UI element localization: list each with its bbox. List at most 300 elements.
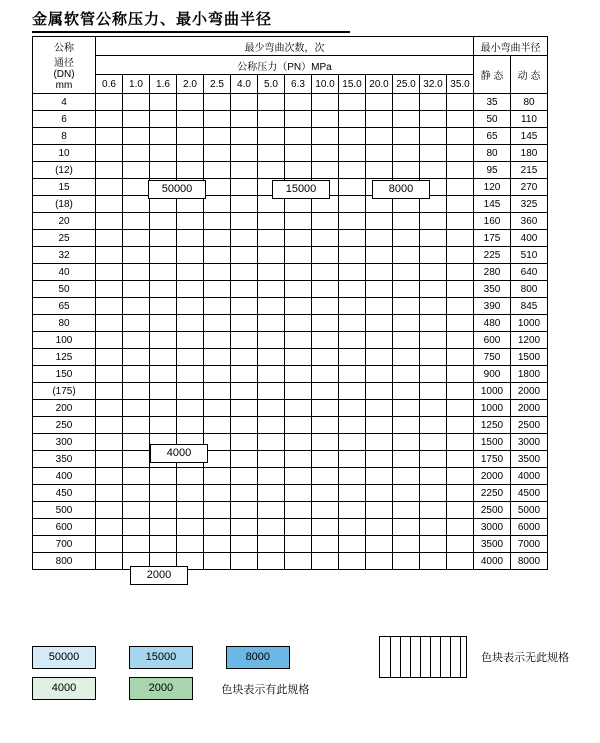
radius-dynamic-cell: 3000 [511, 434, 548, 451]
spec-cell-r23-c6 [258, 485, 285, 502]
spec-cell-r9-c8 [312, 247, 339, 264]
spec-cell-r18-c10 [366, 400, 393, 417]
spec-cell-r1-c10 [366, 111, 393, 128]
spec-cell-r13-c1 [123, 315, 150, 332]
radius-dynamic-cell: 2000 [511, 400, 548, 417]
spec-cell-r2-c8 [312, 128, 339, 145]
spec-cell-r21-c7 [285, 451, 312, 468]
spec-cell-r8-c7 [285, 230, 312, 247]
dn-header-line-4: mm [55, 80, 73, 91]
spec-cell-r25-c4 [204, 519, 231, 536]
spec-cell-r1-c2 [150, 111, 177, 128]
spec-cell-r27-c8 [312, 553, 339, 570]
table-row [33, 349, 548, 366]
spec-cell-r7-c3 [177, 213, 204, 230]
spec-cell-r25-c8 [312, 519, 339, 536]
radius-static-cell: 65 [474, 128, 511, 145]
spec-cell-r14-c4 [204, 332, 231, 349]
spec-cell-r23-c8 [312, 485, 339, 502]
spec-cell-r24-c5 [231, 502, 258, 519]
spec-cell-r10-c8 [312, 264, 339, 281]
table-row [33, 400, 548, 417]
spec-cell-r3-c6 [258, 145, 285, 162]
spec-cell-r24-c4 [204, 502, 231, 519]
spec-cell-r15-c1 [123, 349, 150, 366]
spec-cell-r13-c11 [393, 315, 420, 332]
spec-cell-r11-c4 [204, 281, 231, 298]
spec-cell-r15-c9 [339, 349, 366, 366]
spec-cell-r9-c6 [258, 247, 285, 264]
spec-cell-r11-c7 [285, 281, 312, 298]
dn-header-cell [33, 37, 96, 94]
table-header [33, 37, 548, 94]
spec-cell-r15-c0 [96, 349, 123, 366]
spec-cell-r23-c13 [447, 485, 474, 502]
spec-cell-r2-c10 [366, 128, 393, 145]
spec-cell-r24-c13 [447, 502, 474, 519]
dn-cell: 80 [33, 315, 96, 332]
spec-cell-r5-c0 [96, 179, 123, 196]
pn-value-header-1: 1.0 [123, 75, 150, 94]
spec-cell-r26-c5 [231, 536, 258, 553]
spec-cell-r10-c3 [177, 264, 204, 281]
pn-value-header-4: 2.5 [204, 75, 231, 94]
spec-cell-r10-c4 [204, 264, 231, 281]
spec-cell-r0-c12 [420, 94, 447, 111]
spec-cell-r26-c1 [123, 536, 150, 553]
dn-header-line-3: (DN) [53, 69, 75, 80]
spec-cell-r9-c1 [123, 247, 150, 264]
dn-cell: 4 [33, 94, 96, 111]
table-row [33, 94, 548, 111]
radius-static-cell: 280 [474, 264, 511, 281]
spec-cell-r16-c13 [447, 366, 474, 383]
table-row [33, 553, 548, 570]
spec-cell-r16-c5 [231, 366, 258, 383]
spec-cell-r12-c1 [123, 298, 150, 315]
spec-cell-r17-c6 [258, 383, 285, 400]
spec-cell-r2-c9 [339, 128, 366, 145]
spec-cell-r5-c9 [339, 179, 366, 196]
spec-cell-r9-c3 [177, 247, 204, 264]
dn-cell: 150 [33, 366, 96, 383]
spec-cell-r21-c9 [339, 451, 366, 468]
spec-cell-r16-c7 [285, 366, 312, 383]
spec-cell-r11-c6 [258, 281, 285, 298]
spec-cell-r23-c4 [204, 485, 231, 502]
spec-cell-r7-c11 [393, 213, 420, 230]
spec-cell-r19-c4 [204, 417, 231, 434]
dn-cell: 32 [33, 247, 96, 264]
spec-cell-r11-c10 [366, 281, 393, 298]
table-row [33, 111, 548, 128]
spec-cell-r0-c11 [393, 94, 420, 111]
dn-cell: 350 [33, 451, 96, 468]
spec-cell-r11-c9 [339, 281, 366, 298]
spec-cell-r14-c1 [123, 332, 150, 349]
radius-dynamic-cell: 800 [511, 281, 548, 298]
spec-cell-r17-c3 [177, 383, 204, 400]
spec-cell-r19-c5 [231, 417, 258, 434]
spec-cell-r18-c4 [204, 400, 231, 417]
radius-static-cell: 3000 [474, 519, 511, 536]
spec-cell-r3-c7 [285, 145, 312, 162]
spec-cell-r4-c5 [231, 162, 258, 179]
spec-cell-r22-c0 [96, 468, 123, 485]
spec-cell-r25-c1 [123, 519, 150, 536]
bend-radius-header: 最小弯曲半径 [474, 37, 548, 56]
spec-cell-r16-c12 [420, 366, 447, 383]
pn-value-header-12: 32.0 [420, 75, 447, 94]
spec-cell-r1-c1 [123, 111, 150, 128]
spec-cell-r20-c11 [393, 434, 420, 451]
spec-cell-r4-c9 [339, 162, 366, 179]
spec-cell-r8-c13 [447, 230, 474, 247]
spec-cell-r23-c11 [393, 485, 420, 502]
callout-4000: 4000 [150, 444, 208, 463]
spec-cell-r22-c11 [393, 468, 420, 485]
spec-cell-r9-c2 [150, 247, 177, 264]
table-row [33, 536, 548, 553]
spec-cell-r11-c5 [231, 281, 258, 298]
spec-cell-r25-c11 [393, 519, 420, 536]
table-row [33, 519, 548, 536]
spec-cell-r7-c5 [231, 213, 258, 230]
spec-cell-r2-c2 [150, 128, 177, 145]
spec-cell-r25-c6 [258, 519, 285, 536]
legend-swatch-15000: 15000 [129, 646, 193, 669]
pn-value-header-10: 20.0 [366, 75, 393, 94]
spec-cell-r14-c0 [96, 332, 123, 349]
spec-cell-r8-c8 [312, 230, 339, 247]
spec-cell-r3-c4 [204, 145, 231, 162]
spec-cell-r7-c13 [447, 213, 474, 230]
spec-cell-r5-c4 [204, 179, 231, 196]
spec-cell-r12-c2 [150, 298, 177, 315]
table-row [33, 417, 548, 434]
spec-cell-r25-c5 [231, 519, 258, 536]
radius-static-cell: 1000 [474, 383, 511, 400]
spec-cell-r13-c0 [96, 315, 123, 332]
spec-cell-r9-c9 [339, 247, 366, 264]
spec-cell-r9-c4 [204, 247, 231, 264]
spec-cell-r22-c5 [231, 468, 258, 485]
spec-cell-r16-c8 [312, 366, 339, 383]
table-row [33, 315, 548, 332]
spec-cell-r3-c10 [366, 145, 393, 162]
radius-static-cell: 3500 [474, 536, 511, 553]
radius-static-cell: 390 [474, 298, 511, 315]
spec-cell-r24-c7 [285, 502, 312, 519]
pn-value-header-13: 35.0 [447, 75, 474, 94]
spec-cell-r12-c5 [231, 298, 258, 315]
radius-dynamic-cell: 145 [511, 128, 548, 145]
dn-cell: 125 [33, 349, 96, 366]
spec-cell-r20-c10 [366, 434, 393, 451]
spec-cell-r12-c7 [285, 298, 312, 315]
spec-cell-r10-c10 [366, 264, 393, 281]
spec-cell-r1-c3 [177, 111, 204, 128]
spec-cell-r0-c9 [339, 94, 366, 111]
spec-cell-r25-c12 [420, 519, 447, 536]
spec-cell-r18-c9 [339, 400, 366, 417]
pn-value-header-2: 1.6 [150, 75, 177, 94]
spec-cell-r5-c1 [123, 179, 150, 196]
radius-static-header: 静 态 [474, 56, 511, 94]
spec-cell-r13-c10 [366, 315, 393, 332]
spec-cell-r9-c13 [447, 247, 474, 264]
spec-cell-r7-c2 [150, 213, 177, 230]
spec-cell-r1-c11 [393, 111, 420, 128]
spec-cell-r16-c2 [150, 366, 177, 383]
radius-static-cell: 175 [474, 230, 511, 247]
spec-cell-r10-c11 [393, 264, 420, 281]
spec-cell-r25-c2 [150, 519, 177, 536]
dn-cell: 700 [33, 536, 96, 553]
spec-cell-r1-c12 [420, 111, 447, 128]
radius-static-cell: 120 [474, 179, 511, 196]
dn-cell: 300 [33, 434, 96, 451]
spec-cell-r24-c9 [339, 502, 366, 519]
spec-cell-r15-c12 [420, 349, 447, 366]
spec-cell-r16-c11 [393, 366, 420, 383]
spec-cell-r23-c5 [231, 485, 258, 502]
spec-cell-r14-c2 [150, 332, 177, 349]
spec-cell-r19-c13 [447, 417, 474, 434]
spec-cell-r12-c3 [177, 298, 204, 315]
spec-cell-r16-c6 [258, 366, 285, 383]
spec-cell-r19-c8 [312, 417, 339, 434]
radius-static-cell: 225 [474, 247, 511, 264]
spec-cell-r14-c6 [258, 332, 285, 349]
spec-cell-r22-c3 [177, 468, 204, 485]
legend-swatch-8000: 8000 [226, 646, 290, 669]
dn-cell: 600 [33, 519, 96, 536]
spec-cell-r0-c0 [96, 94, 123, 111]
spec-cell-r15-c5 [231, 349, 258, 366]
spec-cell-r21-c11 [393, 451, 420, 468]
spec-cell-r13-c2 [150, 315, 177, 332]
spec-cell-r24-c6 [258, 502, 285, 519]
dn-cell: 40 [33, 264, 96, 281]
pn-value-header-9: 15.0 [339, 75, 366, 94]
spec-cell-r14-c10 [366, 332, 393, 349]
dn-cell: 800 [33, 553, 96, 570]
spec-cell-r3-c11 [393, 145, 420, 162]
spec-cell-r22-c6 [258, 468, 285, 485]
spec-cell-r3-c1 [123, 145, 150, 162]
table-row [33, 145, 548, 162]
spec-cell-r17-c4 [204, 383, 231, 400]
spec-cell-r27-c9 [339, 553, 366, 570]
table-row [33, 502, 548, 519]
spec-cell-r13-c3 [177, 315, 204, 332]
spec-cell-r1-c7 [285, 111, 312, 128]
spec-cell-r13-c9 [339, 315, 366, 332]
radius-dynamic-cell: 360 [511, 213, 548, 230]
radius-static-cell: 95 [474, 162, 511, 179]
spec-cell-r12-c10 [366, 298, 393, 315]
radius-static-cell: 350 [474, 281, 511, 298]
spec-cell-r7-c6 [258, 213, 285, 230]
spec-cell-r25-c10 [366, 519, 393, 536]
spec-cell-r7-c12 [420, 213, 447, 230]
spec-cell-r13-c12 [420, 315, 447, 332]
spec-cell-r3-c12 [420, 145, 447, 162]
spec-cell-r12-c12 [420, 298, 447, 315]
pn-value-header-0: 0.6 [96, 75, 123, 94]
spec-cell-r25-c3 [177, 519, 204, 536]
legend-swatch-50000: 50000 [32, 646, 96, 669]
spec-cell-r0-c3 [177, 94, 204, 111]
spec-cell-r11-c1 [123, 281, 150, 298]
radius-dynamic-cell: 5000 [511, 502, 548, 519]
spec-cell-r11-c8 [312, 281, 339, 298]
spec-cell-r8-c12 [420, 230, 447, 247]
radius-dynamic-header: 动 态 [511, 56, 548, 94]
spec-cell-r20-c5 [231, 434, 258, 451]
callout-15000: 15000 [272, 180, 330, 199]
spec-cell-r16-c9 [339, 366, 366, 383]
spec-cell-r18-c12 [420, 400, 447, 417]
dn-cell: 400 [33, 468, 96, 485]
spec-cell-r16-c1 [123, 366, 150, 383]
table-row [33, 332, 548, 349]
spec-cell-r19-c9 [339, 417, 366, 434]
spec-cell-r15-c8 [312, 349, 339, 366]
spec-cell-r23-c7 [285, 485, 312, 502]
spec-cell-r8-c11 [393, 230, 420, 247]
radius-dynamic-cell: 7000 [511, 536, 548, 553]
hatch-swatch [379, 636, 467, 678]
spec-cell-r18-c11 [393, 400, 420, 417]
spec-cell-r8-c4 [204, 230, 231, 247]
radius-dynamic-cell: 1000 [511, 315, 548, 332]
radius-dynamic-cell: 510 [511, 247, 548, 264]
spec-cell-r8-c10 [366, 230, 393, 247]
spec-cell-r9-c10 [366, 247, 393, 264]
spec-cell-r15-c10 [366, 349, 393, 366]
spec-cell-r15-c2 [150, 349, 177, 366]
spec-cell-r17-c7 [285, 383, 312, 400]
spec-cell-r26-c13 [447, 536, 474, 553]
spec-cell-r10-c1 [123, 264, 150, 281]
spec-cell-r24-c0 [96, 502, 123, 519]
spec-cell-r8-c2 [150, 230, 177, 247]
spec-cell-r18-c3 [177, 400, 204, 417]
spec-cell-r27-c11 [393, 553, 420, 570]
dn-cell: 25 [33, 230, 96, 247]
spec-cell-r10-c9 [339, 264, 366, 281]
table-row [33, 434, 548, 451]
spec-cell-r3-c8 [312, 145, 339, 162]
table-row [33, 468, 548, 485]
spec-cell-r6-c13 [447, 196, 474, 213]
radius-dynamic-cell: 6000 [511, 519, 548, 536]
spec-cell-r26-c10 [366, 536, 393, 553]
dn-cell: (18) [33, 196, 96, 213]
spec-cell-r15-c4 [204, 349, 231, 366]
spec-cell-r23-c0 [96, 485, 123, 502]
spec-cell-r27-c5 [231, 553, 258, 570]
dn-header-line-2: 通径 [54, 58, 74, 69]
spec-cell-r27-c6 [258, 553, 285, 570]
spec-cell-r13-c8 [312, 315, 339, 332]
header-row-1 [33, 37, 548, 56]
radius-dynamic-cell: 3500 [511, 451, 548, 468]
spec-cell-r24-c8 [312, 502, 339, 519]
spec-cell-r14-c8 [312, 332, 339, 349]
table-row [33, 281, 548, 298]
spec-cell-r18-c5 [231, 400, 258, 417]
radius-dynamic-cell: 2500 [511, 417, 548, 434]
spec-cell-r18-c6 [258, 400, 285, 417]
spec-cell-r2-c6 [258, 128, 285, 145]
spec-cell-r16-c3 [177, 366, 204, 383]
spec-cell-r26-c6 [258, 536, 285, 553]
dn-cell: 15 [33, 179, 96, 196]
pn-value-header-8: 10.0 [312, 75, 339, 94]
dn-cell: 65 [33, 298, 96, 315]
spec-cell-r23-c2 [150, 485, 177, 502]
spec-cell-r2-c13 [447, 128, 474, 145]
spec-cell-r0-c13 [447, 94, 474, 111]
spec-cell-r19-c2 [150, 417, 177, 434]
spec-cell-r4-c0 [96, 162, 123, 179]
spec-cell-r14-c12 [420, 332, 447, 349]
pn-header: 公称压力（PN）MPa [96, 56, 474, 75]
radius-dynamic-cell: 325 [511, 196, 548, 213]
dn-cell: 8 [33, 128, 96, 145]
radius-static-cell: 4000 [474, 553, 511, 570]
spec-cell-r14-c11 [393, 332, 420, 349]
spec-cell-r11-c12 [420, 281, 447, 298]
spec-cell-r23-c12 [420, 485, 447, 502]
header-row-2 [33, 56, 548, 75]
pn-value-header-3: 2.0 [177, 75, 204, 94]
spec-cell-r2-c4 [204, 128, 231, 145]
spec-cell-r19-c6 [258, 417, 285, 434]
spec-cell-r7-c8 [312, 213, 339, 230]
spec-cell-r26-c3 [177, 536, 204, 553]
spec-cell-r1-c9 [339, 111, 366, 128]
spec-cell-r13-c6 [258, 315, 285, 332]
spec-cell-r0-c1 [123, 94, 150, 111]
spec-cell-r14-c13 [447, 332, 474, 349]
title-underline [32, 31, 350, 33]
table-row [33, 485, 548, 502]
radius-dynamic-cell: 4000 [511, 468, 548, 485]
spec-cell-r12-c13 [447, 298, 474, 315]
radius-dynamic-cell: 180 [511, 145, 548, 162]
radius-dynamic-cell: 2000 [511, 383, 548, 400]
radius-dynamic-cell: 845 [511, 298, 548, 315]
spec-cell-r21-c13 [447, 451, 474, 468]
spec-cell-r23-c1 [123, 485, 150, 502]
spec-cell-r7-c7 [285, 213, 312, 230]
spec-cell-r17-c11 [393, 383, 420, 400]
spec-cell-r1-c13 [447, 111, 474, 128]
spec-cell-r8-c1 [123, 230, 150, 247]
spec-cell-r12-c11 [393, 298, 420, 315]
table-row [33, 213, 548, 230]
spec-cell-r10-c13 [447, 264, 474, 281]
callout-2000: 2000 [130, 566, 188, 585]
spec-cell-r16-c4 [204, 366, 231, 383]
spec-cell-r24-c1 [123, 502, 150, 519]
spec-cell-r2-c0 [96, 128, 123, 145]
spec-cell-r20-c9 [339, 434, 366, 451]
